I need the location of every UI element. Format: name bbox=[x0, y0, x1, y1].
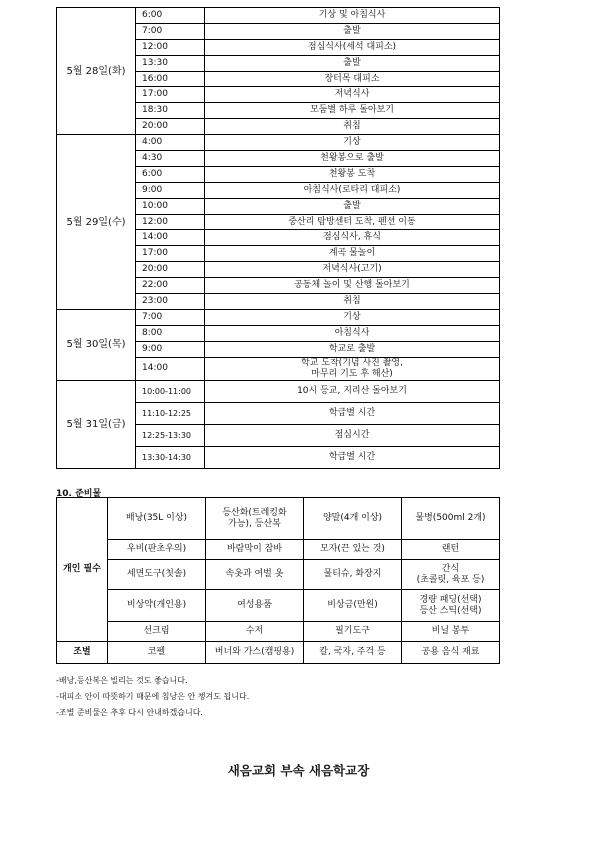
schedule-activity: 기상 bbox=[205, 135, 500, 151]
schedule-activity: 점심식사, 휴식 bbox=[205, 230, 500, 246]
supply-item: 우비(판초우의) bbox=[108, 540, 206, 560]
schedule-activity: 기상 bbox=[205, 309, 500, 325]
supply-item: 비상금(만원) bbox=[304, 590, 402, 622]
schedule-activity: 중산리 탐방센터 도착, 펜션 이동 bbox=[205, 214, 500, 230]
supplies-table bbox=[56, 497, 500, 664]
supply-item: 랜턴 bbox=[402, 540, 500, 560]
schedule-activity: 학급별 시간 bbox=[205, 402, 500, 424]
schedule-activity: 천왕봉 도착 bbox=[205, 166, 500, 182]
schedule-time: 22:00 bbox=[136, 278, 205, 294]
supply-item: 간식 (초콜릿, 육포 등) bbox=[402, 560, 500, 590]
schedule-activity: 취침 bbox=[205, 119, 500, 135]
schedule-time: 12:25-13:30 bbox=[136, 424, 205, 446]
supply-item: 배낭(35L 이상) bbox=[108, 498, 206, 540]
supply-item: 양말(4개 이상) bbox=[304, 498, 402, 540]
schedule-activity: 공동체 놀이 및 산행 돌아보기 bbox=[205, 278, 500, 294]
schedule-activity: 출발 bbox=[205, 55, 500, 71]
schedule-time: 13:30-14:30 bbox=[136, 446, 205, 468]
supply-item: 수저 bbox=[206, 622, 304, 642]
schedule-time: 20:00 bbox=[136, 119, 205, 135]
schedule-time: 9:00 bbox=[136, 341, 205, 357]
note-line: -배낭,등산복은 빌리는 것도 좋습니다. bbox=[56, 676, 188, 685]
schedule-time: 8:00 bbox=[136, 325, 205, 341]
schedule-time: 14:00 bbox=[136, 357, 205, 380]
schedule-activity: 학교 도착(기념 사진 촬영, 마무리 기도 후 해산) bbox=[205, 357, 500, 380]
schedule-activity: 모둠별 하루 돌아보기 bbox=[205, 103, 500, 119]
schedule-activity: 출발 bbox=[205, 23, 500, 39]
supplies-heading: 10. 준비물 bbox=[56, 489, 102, 499]
schedule-activity: 점심식사(세석 대피소) bbox=[205, 39, 500, 55]
schedule-day: 5월 29일(수) bbox=[57, 135, 136, 310]
schedule-activity: 10시 등교, 지리산 돌아보기 bbox=[205, 380, 500, 402]
schedule-time: 9:00 bbox=[136, 182, 205, 198]
schedule-time: 6:00 bbox=[136, 166, 205, 182]
schedule-activity: 천왕봉으로 출발 bbox=[205, 151, 500, 167]
supply-item: 물티슈, 화장지 bbox=[304, 560, 402, 590]
schedule-activity: 기상 및 아침식사 bbox=[205, 8, 500, 24]
note-line: -조별 준비물은 추후 다시 안내하겠습니다. bbox=[56, 708, 203, 717]
schedule-time: 4:00 bbox=[136, 135, 205, 151]
supply-item: 바람막이 잠바 bbox=[206, 540, 304, 560]
schedule-activity: 장터목 대피소 bbox=[205, 71, 500, 87]
note-line: -대피소 안이 따뜻하기 때문에 침낭은 안 챙겨도 됩니다. bbox=[56, 692, 250, 701]
schedule-activity: 점심시간 bbox=[205, 424, 500, 446]
supply-item: 칼, 국자, 주걱 등 bbox=[304, 642, 402, 664]
schedule-activity: 아침식사 bbox=[205, 325, 500, 341]
schedule-time: 11:10-12:25 bbox=[136, 402, 205, 424]
group-category-label: 조별 bbox=[57, 642, 108, 664]
supplies-row bbox=[57, 622, 500, 642]
schedule-time: 20:00 bbox=[136, 262, 205, 278]
supply-item: 비닐 봉투 bbox=[402, 622, 500, 642]
supply-item: 버너와 가스(캠핑용) bbox=[206, 642, 304, 664]
schedule-row bbox=[57, 309, 500, 325]
footer-title: 새음교회 부속 새음학교장 bbox=[227, 763, 370, 778]
schedule-activity: 취침 bbox=[205, 294, 500, 310]
schedule-time: 17:00 bbox=[136, 246, 205, 262]
supply-item: 경량 패딩(선택) 등산 스틱(선택) bbox=[402, 590, 500, 622]
supply-item: 코펠 bbox=[108, 642, 206, 664]
supplies-row bbox=[57, 498, 500, 540]
supplies-row bbox=[57, 540, 500, 560]
supply-item: 등산화(트레킹화 가능), 등산복 bbox=[206, 498, 304, 540]
supplies-row bbox=[57, 642, 500, 664]
schedule-table bbox=[56, 7, 500, 469]
supplies-row bbox=[57, 560, 500, 590]
schedule-time: 16:00 bbox=[136, 71, 205, 87]
schedule-time: 23:00 bbox=[136, 294, 205, 310]
notes bbox=[56, 673, 249, 721]
supply-item: 필기도구 bbox=[304, 622, 402, 642]
supply-item: 세면도구(칫솔) bbox=[108, 560, 206, 590]
schedule-day: 5월 30일(목) bbox=[57, 309, 136, 380]
schedule-activity: 계곡 물놀이 bbox=[205, 246, 500, 262]
schedule-day: 5월 31일(금) bbox=[57, 380, 136, 468]
supply-item: 여성용품 bbox=[206, 590, 304, 622]
schedule-activity: 출발 bbox=[205, 198, 500, 214]
supply-item: 속옷과 여벌 옷 bbox=[206, 560, 304, 590]
supply-item: 모자(끈 있는 것) bbox=[304, 540, 402, 560]
personal-category-label: 개인 필수 bbox=[57, 498, 108, 642]
schedule-activity: 저녁식사 bbox=[205, 87, 500, 103]
schedule-time: 13:30 bbox=[136, 55, 205, 71]
schedule-row bbox=[57, 8, 500, 24]
schedule-time: 6:00 bbox=[136, 8, 205, 24]
schedule-time: 12:00 bbox=[136, 214, 205, 230]
schedule-row bbox=[57, 380, 500, 402]
schedule-time: 4:30 bbox=[136, 151, 205, 167]
supplies-row bbox=[57, 590, 500, 622]
schedule-activity: 아침식사(로타리 대피소) bbox=[205, 182, 500, 198]
supply-item: 물병(500ml 2개) bbox=[402, 498, 500, 540]
schedule-time: 7:00 bbox=[136, 23, 205, 39]
supply-item: 선크림 bbox=[108, 622, 206, 642]
schedule-day: 5월 28일(화) bbox=[57, 8, 136, 135]
schedule-activity: 학급별 시간 bbox=[205, 446, 500, 468]
schedule-row bbox=[57, 135, 500, 151]
schedule-activity: 학교로 출발 bbox=[205, 341, 500, 357]
supply-item: 공용 음식 재료 bbox=[402, 642, 500, 664]
schedule-time: 17:00 bbox=[136, 87, 205, 103]
schedule-time: 14:00 bbox=[136, 230, 205, 246]
schedule-time: 10:00 bbox=[136, 198, 205, 214]
schedule-time: 10:00-11:00 bbox=[136, 380, 205, 402]
schedule-activity: 저녁식사(고기) bbox=[205, 262, 500, 278]
supply-item: 비상약(개인용) bbox=[108, 590, 206, 622]
schedule-time: 18:30 bbox=[136, 103, 205, 119]
schedule-time: 7:00 bbox=[136, 309, 205, 325]
schedule-time: 12:00 bbox=[136, 39, 205, 55]
